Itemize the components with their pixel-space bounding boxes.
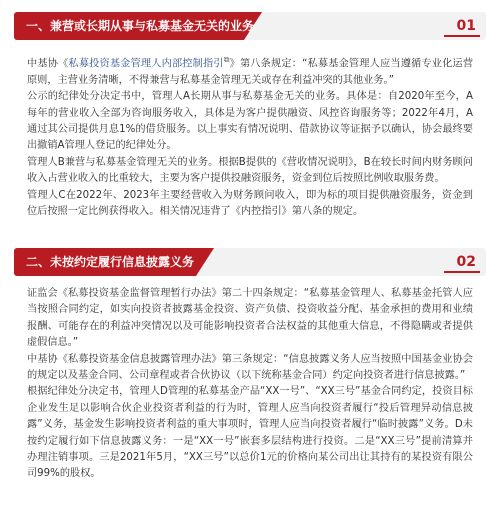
section-title-1: 一、兼营或长期从事与私募基金无关的业务 bbox=[26, 19, 255, 33]
text-suffix: 》第八条规定：“私募基金管理人应当遵循专业化运营原则，主营业务清晰，不得兼营与私募基金管理无关或存在利益冲突的其他业务。” bbox=[27, 58, 474, 86]
paragraph: 根据纪律处分决定书，管理人D管理的私募基金产品“XX一号”、“XX三号”基金合同约定，投资目标企业发生足以影响合伙企业投资者利益的行为时，管理人应当向投资者履行“投后管理异动信息披露”义务，基金发生影响投资者利益的重大事项时，管理人应当向投资者履行“临时披露”义务。D未按约定履行如下信息披露义务：一是“XX一号”嵌套多层结构进行投资。二是“XX三号”提前清算并办理注销事项。三是2021年5月，“XX三号”以总价1元的价格向某公司出让其持有的某投资有限公司99%的股权。 bbox=[27, 386, 473, 480]
text-prefix: 中基协《 bbox=[27, 58, 69, 70]
section-header-1 bbox=[14, 12, 486, 40]
section-number-1: 01 bbox=[456, 18, 476, 34]
paragraph: 公示的纪律处分决定书中，管理人A长期从事与私募基金无关的业务。具体是：自2020年至今，A每年的营业收入全部为咨询服务收入，具体是为客户提供融资、风控咨询服务等；2022年4月，A通过其公司提供月息1%的借贷服务。以上事实有情况说明、借款协议等证据予以确认，协会最终要出撤销A管理人登记的纪律处分。 bbox=[27, 91, 473, 152]
section-title-2: 二、未按约定履行信息披露义务 bbox=[26, 255, 195, 269]
paragraph: 管理人C在2022年、2023年主要经营收入为财务顾问收入，即为标的项目提供融资服务，资金到位后按照一定比例获得收入。相关情况违背了《内控指引》第八条的规定。 bbox=[27, 189, 473, 218]
guideline-link[interactable]: 私募投资基金管理人内部控制指引 bbox=[68, 58, 224, 70]
external-link-icon[interactable]: ⧉ bbox=[223, 55, 230, 64]
section-body-2 bbox=[27, 286, 473, 483]
section-header-2 bbox=[14, 248, 486, 276]
section-number-underline bbox=[444, 271, 480, 273]
paragraph: 管理人B兼营与私募基金管理无关的业务。根据B提供的《营收情况说明》，B在较长时间内财务顾问收入占营业收入的比重较大，主要为客户提供投融资服务，资金到位后按照比例收取服务费。 bbox=[27, 156, 473, 185]
paragraph bbox=[27, 52, 473, 89]
section-number-2: 02 bbox=[456, 254, 476, 270]
paragraph: 证监会《私募投资基金监督管理暂行办法》第二十四条规定：“私募基金管理人、私募基金托管人应当按照合同约定，如实向投资者披露基金投资、资产负债、投资收益分配、基金承担的费用和业绩报酬、可能存在的利益冲突情况以及可能影响投资者合法权益的其他重大信息，不得隐瞒或者提供虚假信息。” bbox=[27, 288, 473, 349]
section-number-underline bbox=[444, 35, 480, 37]
paragraph: 中基协《私募投资基金信息披露管理办法》第三条规定：“信息披露义务人应当按照中国基金业协会的规定以及基金合同、公司章程或者合伙协议（以下统称基金合同）约定向投资者进行信息披露。” bbox=[27, 353, 473, 382]
section-body-1 bbox=[27, 52, 473, 220]
